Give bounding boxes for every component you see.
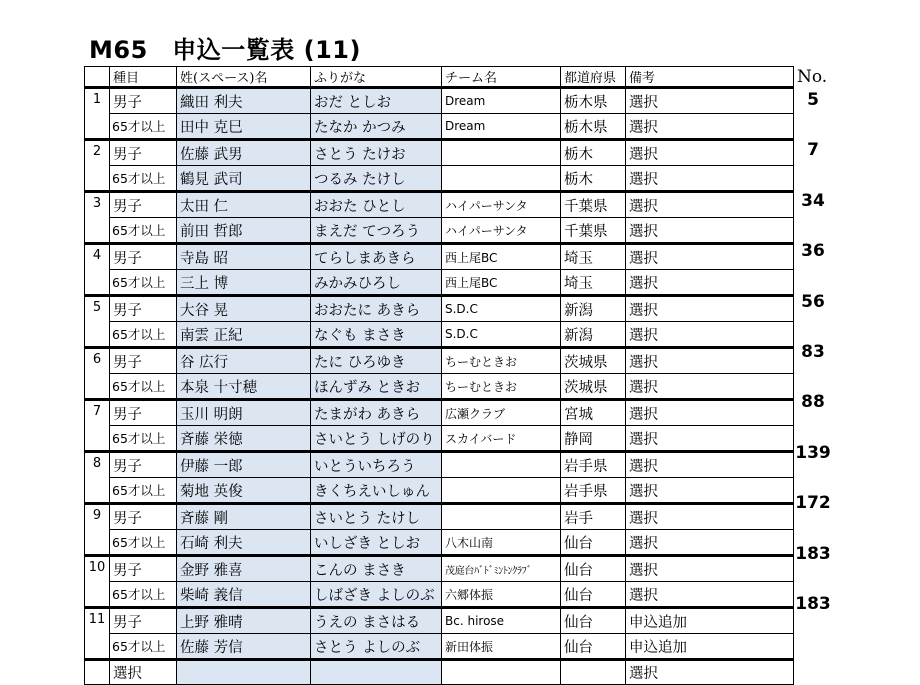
name-cell: 寺島 昭	[177, 244, 311, 270]
team-cell: 八木山南	[442, 530, 561, 556]
category-cell: 男子	[110, 192, 177, 218]
name-cell: 本泉 十寸穂	[177, 374, 311, 400]
furigana-cell: てらしまあきら	[311, 244, 442, 270]
prefecture-cell: 栃木	[561, 166, 626, 192]
name-cell	[177, 660, 311, 685]
category-cell: 65才以上	[110, 322, 177, 348]
name-cell: 佐藤 武男	[177, 140, 311, 166]
table-row	[85, 166, 794, 192]
note-cell: 選択	[626, 166, 794, 192]
header-category: 種目	[110, 67, 177, 88]
furigana-cell: いとういちろう	[311, 452, 442, 478]
prefecture-cell: 埼玉	[561, 270, 626, 296]
furigana-cell: さとう よしのぶ	[311, 634, 442, 660]
table-row	[85, 374, 794, 400]
table-row	[85, 504, 794, 530]
category-cell: 男子	[110, 140, 177, 166]
prefecture-cell	[561, 660, 626, 685]
category-cell: 男子	[110, 348, 177, 374]
table-row	[85, 634, 794, 660]
note-cell: 選択	[626, 296, 794, 322]
name-cell: 三上 博	[177, 270, 311, 296]
header-team: チーム名	[442, 67, 561, 88]
furigana-cell: まえだ てつろう	[311, 218, 442, 244]
furigana-cell: みかみひろし	[311, 270, 442, 296]
category-cell: 65才以上	[110, 218, 177, 244]
table-body	[85, 88, 794, 685]
prefecture-cell: 仙台	[561, 608, 626, 634]
category-cell: 男子	[110, 88, 177, 114]
team-cell: スカイバード	[442, 426, 561, 452]
team-cell	[442, 478, 561, 504]
table-row	[85, 348, 794, 374]
table-row	[85, 218, 794, 244]
group-index	[85, 660, 110, 685]
name-cell: 柴崎 義信	[177, 582, 311, 608]
note-cell: 選択	[626, 400, 794, 426]
group-index: 9	[85, 504, 110, 556]
team-cell	[442, 660, 561, 685]
category-cell: 65才以上	[110, 426, 177, 452]
team-cell: 西上尾BC	[442, 270, 561, 296]
table-row	[85, 582, 794, 608]
entry-table-wrapper	[84, 66, 794, 685]
table-row-partial	[85, 660, 794, 685]
note-cell: 選択	[626, 504, 794, 530]
prefecture-cell: 静岡	[561, 426, 626, 452]
group-index: 3	[85, 192, 110, 244]
entry-number: 183	[795, 594, 831, 614]
furigana-cell: たなか かつみ	[311, 114, 442, 140]
team-cell	[442, 140, 561, 166]
furigana-cell: つるみ たけし	[311, 166, 442, 192]
team-cell	[442, 504, 561, 530]
category-cell: 男子	[110, 296, 177, 322]
note-cell: 選択	[626, 114, 794, 140]
team-cell: 西上尾BC	[442, 244, 561, 270]
team-cell: Bc. hirose	[442, 608, 561, 634]
entry-number: 7	[807, 140, 819, 161]
team-cell	[442, 452, 561, 478]
entry-number: 34	[801, 190, 825, 211]
furigana-cell: うえの まさはる	[311, 608, 442, 634]
prefecture-cell: 新潟	[561, 322, 626, 348]
prefecture-cell: 仙台	[561, 582, 626, 608]
team-cell: 新田体振	[442, 634, 561, 660]
header-furigana: ふりがな	[311, 67, 442, 88]
name-cell: 斉藤 栄徳	[177, 426, 311, 452]
furigana-cell: おだ としお	[311, 88, 442, 114]
furigana-cell: たに ひろゆき	[311, 348, 442, 374]
name-cell: 前田 哲郎	[177, 218, 311, 244]
furigana-cell: さいとう しげのり	[311, 426, 442, 452]
name-cell: 佐藤 芳信	[177, 634, 311, 660]
table-row	[85, 114, 794, 140]
team-cell: 六郷体振	[442, 582, 561, 608]
note-cell: 選択	[626, 140, 794, 166]
note-cell: 選択	[626, 270, 794, 296]
table-row	[85, 556, 794, 582]
note-cell: 選択	[626, 322, 794, 348]
category-cell: 65才以上	[110, 582, 177, 608]
group-index: 4	[85, 244, 110, 296]
category-cell: 65才以上	[110, 478, 177, 504]
prefecture-cell: 仙台	[561, 530, 626, 556]
furigana-cell: たまがわ あきら	[311, 400, 442, 426]
table-row	[85, 400, 794, 426]
furigana-cell: さとう たけお	[311, 140, 442, 166]
category-cell: 65才以上	[110, 374, 177, 400]
team-cell: S.D.C	[442, 322, 561, 348]
table-row	[85, 140, 794, 166]
team-cell: Dream	[442, 88, 561, 114]
team-cell: S.D.C	[442, 296, 561, 322]
team-cell: ちーむときお	[442, 348, 561, 374]
prefecture-cell: 栃木県	[561, 88, 626, 114]
table-row	[85, 452, 794, 478]
name-cell: 玉川 明朗	[177, 400, 311, 426]
table-row	[85, 322, 794, 348]
table-header-row	[85, 67, 794, 88]
name-cell: 田中 克巳	[177, 114, 311, 140]
furigana-cell: さいとう たけし	[311, 504, 442, 530]
note-cell: 選択	[626, 192, 794, 218]
table-row	[85, 270, 794, 296]
entry-number: 172	[795, 493, 831, 514]
prefecture-cell: 栃木	[561, 140, 626, 166]
name-cell: 太田 仁	[177, 192, 311, 218]
group-index: 2	[85, 140, 110, 192]
note-cell: 選択	[626, 348, 794, 374]
group-index: 6	[85, 348, 110, 400]
prefecture-cell: 千葉県	[561, 218, 626, 244]
entry-table	[84, 66, 794, 685]
table-row	[85, 296, 794, 322]
category-cell: 65才以上	[110, 530, 177, 556]
note-cell: 選択	[626, 452, 794, 478]
name-cell: 鶴見 武司	[177, 166, 311, 192]
table-row	[85, 478, 794, 504]
note-cell: 選択	[626, 582, 794, 608]
team-cell: Dream	[442, 114, 561, 140]
name-cell: 谷 広行	[177, 348, 311, 374]
prefecture-cell: 茨城県	[561, 348, 626, 374]
entry-number: 56	[801, 291, 825, 312]
furigana-cell: こんの まさき	[311, 556, 442, 582]
table-row	[85, 608, 794, 634]
header-prefecture: 都道府県	[561, 67, 626, 88]
prefecture-cell: 岩手	[561, 504, 626, 530]
group-index: 5	[85, 296, 110, 348]
team-cell: 茂庭台ﾊﾞﾄﾞﾐﾝﾄﾝｸﾗﾌﾞ	[442, 556, 561, 582]
table-row	[85, 192, 794, 218]
entry-number: 139	[795, 442, 831, 463]
name-cell: 南雲 正紀	[177, 322, 311, 348]
group-index: 1	[85, 88, 110, 140]
entry-number-header: No.	[797, 67, 828, 87]
furigana-cell	[311, 660, 442, 685]
table-row	[85, 426, 794, 452]
name-cell: 上野 雅晴	[177, 608, 311, 634]
prefecture-cell: 千葉県	[561, 192, 626, 218]
entry-number: 183	[795, 543, 831, 564]
prefecture-cell: 新潟	[561, 296, 626, 322]
note-cell: 選択	[626, 426, 794, 452]
category-cell: 65才以上	[110, 270, 177, 296]
prefecture-cell: 岩手県	[561, 452, 626, 478]
category-cell: 65才以上	[110, 166, 177, 192]
table-row	[85, 530, 794, 556]
furigana-cell: ほんずみ ときお	[311, 374, 442, 400]
category-cell: 男子	[110, 400, 177, 426]
team-cell: ちーむときお	[442, 374, 561, 400]
group-index: 10	[85, 556, 110, 608]
page-title: M65 申込一覧表 (11)	[89, 36, 361, 64]
group-index: 7	[85, 400, 110, 452]
group-index: 8	[85, 452, 110, 504]
note-cell: 選択	[626, 218, 794, 244]
table-row	[85, 244, 794, 270]
furigana-cell: おおたに あきら	[311, 296, 442, 322]
prefecture-cell: 宮城	[561, 400, 626, 426]
category-cell: 男子	[110, 608, 177, 634]
prefecture-cell: 栃木県	[561, 114, 626, 140]
note-cell: 申込追加	[626, 634, 794, 660]
group-index: 11	[85, 608, 110, 660]
team-cell: 広瀬クラブ	[442, 400, 561, 426]
category-cell: 男子	[110, 452, 177, 478]
note-cell: 選択	[626, 374, 794, 400]
category-cell: 選択	[110, 660, 177, 685]
entry-number: 83	[801, 342, 825, 362]
furigana-cell: なぐも まさき	[311, 322, 442, 348]
entry-number: 36	[801, 241, 825, 262]
note-cell: 選択	[626, 660, 794, 685]
table-row	[85, 88, 794, 114]
note-cell: 選択	[626, 530, 794, 556]
name-cell: 金野 雅喜	[177, 556, 311, 582]
furigana-cell: きくちえいしゅん	[311, 478, 442, 504]
name-cell: 織田 利夫	[177, 88, 311, 114]
header-name: 姓(スペース)名	[177, 67, 311, 88]
prefecture-cell: 仙台	[561, 634, 626, 660]
note-cell: 選択	[626, 556, 794, 582]
category-cell: 65才以上	[110, 114, 177, 140]
name-cell: 伊藤 一郎	[177, 452, 311, 478]
header-index	[85, 67, 110, 88]
name-cell: 大谷 晃	[177, 296, 311, 322]
note-cell: 申込追加	[626, 608, 794, 634]
note-cell: 選択	[626, 478, 794, 504]
name-cell: 菊地 英俊	[177, 478, 311, 504]
furigana-cell: しばざき よしのぶ	[311, 582, 442, 608]
category-cell: 男子	[110, 504, 177, 530]
prefecture-cell: 仙台	[561, 556, 626, 582]
category-cell: 男子	[110, 556, 177, 582]
name-cell: 斉藤 剛	[177, 504, 311, 530]
entry-number: 5	[807, 90, 819, 110]
team-cell: ハイパーサンタ	[442, 192, 561, 218]
prefecture-cell: 岩手県	[561, 478, 626, 504]
prefecture-cell: 茨城県	[561, 374, 626, 400]
team-cell: ハイパーサンタ	[442, 218, 561, 244]
header-note: 備考	[626, 67, 794, 88]
prefecture-cell: 埼玉	[561, 244, 626, 270]
team-cell	[442, 166, 561, 192]
note-cell: 選択	[626, 244, 794, 270]
furigana-cell: いしざき としお	[311, 530, 442, 556]
name-cell: 石崎 利夫	[177, 530, 311, 556]
category-cell: 男子	[110, 244, 177, 270]
note-cell: 選択	[626, 88, 794, 114]
furigana-cell: おおた ひとし	[311, 192, 442, 218]
entry-number: 88	[801, 392, 825, 413]
category-cell: 65才以上	[110, 634, 177, 660]
